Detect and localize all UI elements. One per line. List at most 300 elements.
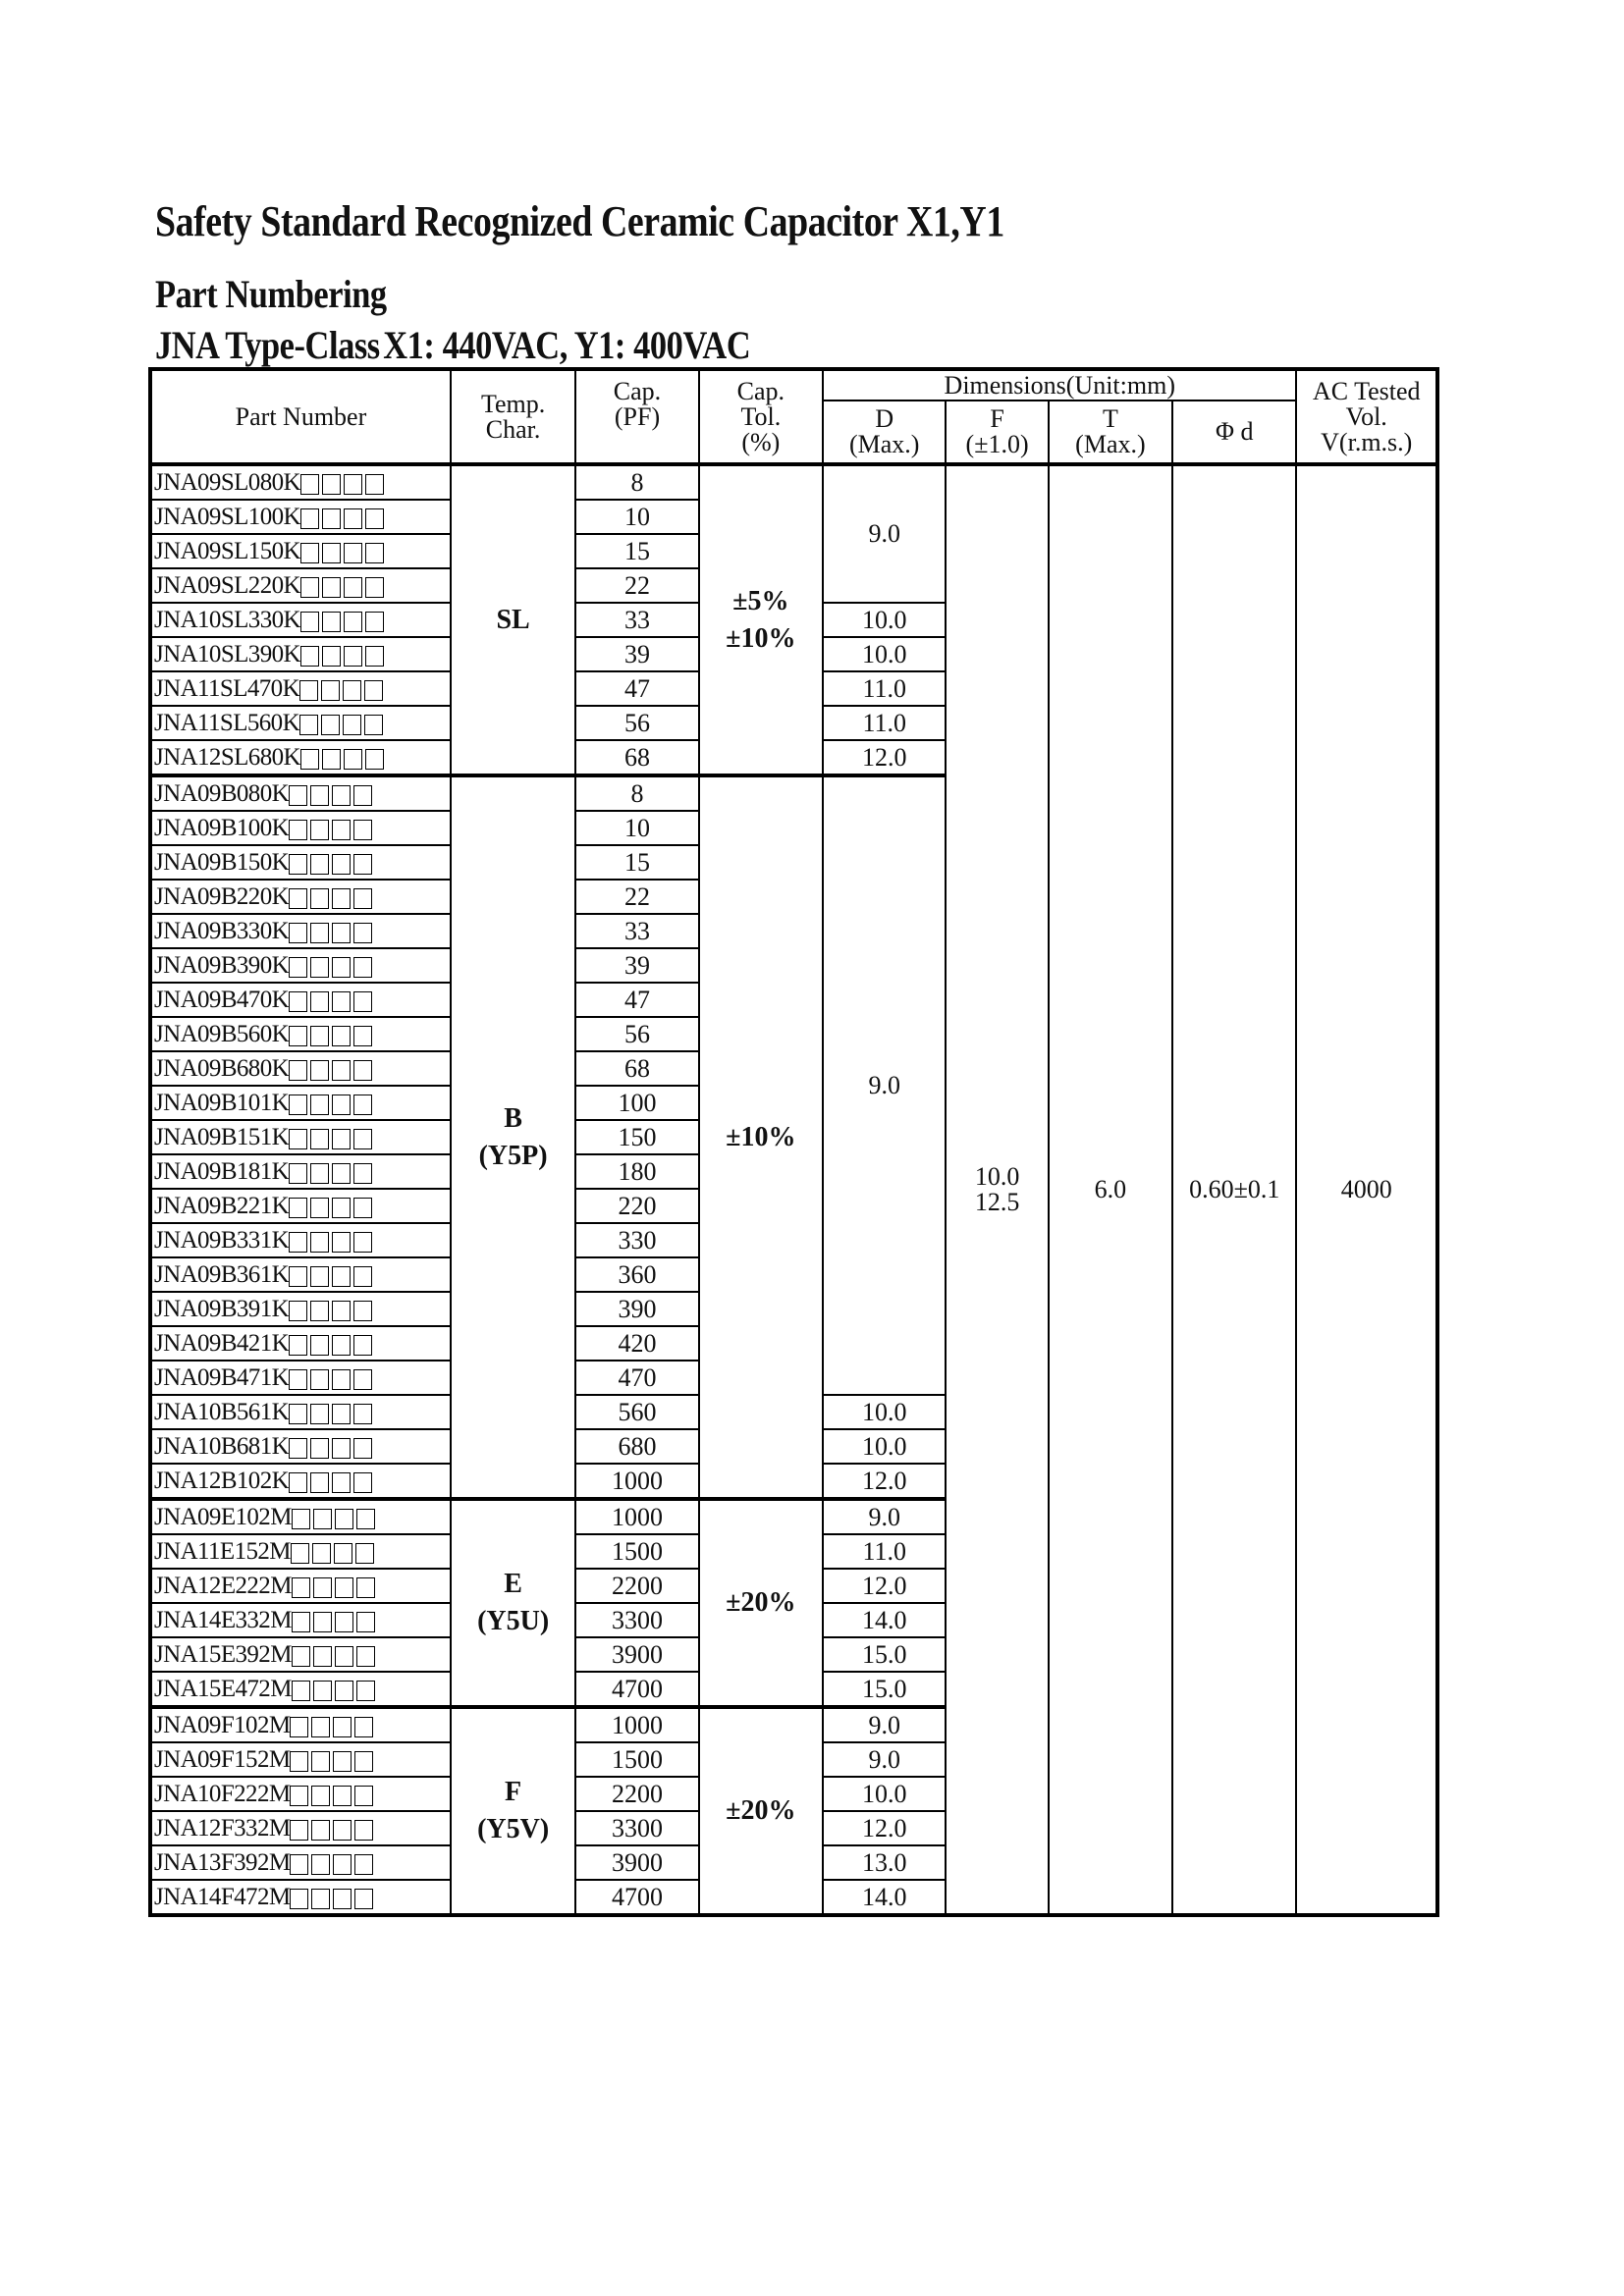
part-number-cell xyxy=(150,811,451,845)
part-number-text: JNA13F392M xyxy=(154,1849,291,1876)
suffix-code-box xyxy=(332,1232,351,1253)
part-number-text: JNA12F332M xyxy=(154,1815,291,1842)
d-cell: 12.0 xyxy=(823,740,946,775)
cap-cell: 1000 xyxy=(575,1707,698,1742)
table-body xyxy=(150,464,1437,1915)
suffix-code-box xyxy=(353,785,372,806)
suffix-code-box xyxy=(344,508,362,529)
suffix-code-boxes xyxy=(289,884,375,909)
suffix-code-box xyxy=(322,646,341,667)
cap-cell: 470 xyxy=(575,1361,698,1395)
suffix-code-box xyxy=(353,1198,372,1218)
suffix-code-box xyxy=(353,1163,372,1184)
d-cell: 9.0 xyxy=(823,1707,946,1742)
suffix-code-boxes xyxy=(292,1677,378,1701)
cap-cell: 4700 xyxy=(575,1672,698,1707)
cap-cell: 33 xyxy=(575,603,698,637)
part-number-cell xyxy=(150,464,451,500)
phi-d-cell: 0.60±0.1 xyxy=(1172,464,1296,1915)
suffix-code-box xyxy=(310,923,329,943)
part-number-text: JNA09B220K xyxy=(154,883,290,910)
cap-cell: 8 xyxy=(575,464,698,500)
part-number-table xyxy=(148,367,1439,1917)
part-number-text: JNA09B390K xyxy=(154,952,290,979)
header-cap-line: Cap. xyxy=(613,376,662,405)
suffix-code-box xyxy=(332,957,351,978)
cap-cell: 3300 xyxy=(575,1811,698,1845)
suffix-code-box xyxy=(313,1646,332,1667)
suffix-code-boxes xyxy=(289,1331,375,1356)
part-number-cell xyxy=(150,845,451,880)
cap-cell: 1500 xyxy=(575,1742,698,1777)
part-number-text: JNA10B681K xyxy=(154,1433,290,1460)
part-number-cell xyxy=(150,671,451,706)
suffix-code-box xyxy=(354,1751,373,1772)
cap-cell: 330 xyxy=(575,1223,698,1257)
voltage-rating: X1: 440VAC, Y1: 400VAC xyxy=(383,323,751,367)
part-number-cell xyxy=(150,1707,451,1742)
cap-cell: 2200 xyxy=(575,1569,698,1603)
tolerance-cell xyxy=(699,1499,823,1707)
suffix-code-boxes xyxy=(292,1574,378,1598)
header-cap-tol xyxy=(699,369,823,464)
suffix-code-box xyxy=(353,1472,372,1493)
cap-cell: 68 xyxy=(575,1051,698,1086)
cap-cell: 680 xyxy=(575,1429,698,1464)
header-temp-char xyxy=(451,369,575,464)
suffix-code-boxes xyxy=(289,1228,375,1253)
part-number-cell xyxy=(150,914,451,948)
suffix-code-box xyxy=(310,854,329,875)
cap-cell: 68 xyxy=(575,740,698,775)
suffix-code-box xyxy=(365,577,384,598)
suffix-code-box xyxy=(289,1438,307,1459)
part-number-text: JNA14F472M xyxy=(154,1884,291,1910)
part-number-cell xyxy=(150,1051,451,1086)
suffix-code-box xyxy=(332,1026,351,1046)
d-cell: 10.0 xyxy=(823,637,946,671)
suffix-code-box xyxy=(289,1129,307,1149)
part-number-cell xyxy=(150,1811,451,1845)
cap-cell: 39 xyxy=(575,948,698,983)
suffix-code-box xyxy=(365,508,384,529)
suffix-code-box xyxy=(356,1681,375,1701)
header-f-line: F xyxy=(990,404,1004,433)
suffix-code-boxes xyxy=(300,608,387,632)
part-number-text: JNA09B221K xyxy=(154,1193,290,1219)
cap-cell: 56 xyxy=(575,706,698,740)
temp-char-cell-line: F xyxy=(505,1777,522,1808)
suffix-code-boxes xyxy=(289,1262,375,1287)
part-number-cell xyxy=(150,1017,451,1051)
suffix-code-box xyxy=(333,1786,352,1806)
section-heading: Part Numbering xyxy=(155,272,387,316)
suffix-code-box xyxy=(353,1301,372,1321)
d-cell: 14.0 xyxy=(823,1880,946,1915)
d-cell: 15.0 xyxy=(823,1672,946,1707)
suffix-code-box xyxy=(365,543,384,563)
suffix-code-box xyxy=(311,1854,330,1875)
part-number-cell xyxy=(150,1534,451,1569)
suffix-code-box xyxy=(332,1472,351,1493)
part-number-text: JNA09B560K xyxy=(154,1021,290,1047)
suffix-code-box xyxy=(310,1060,329,1081)
suffix-code-box xyxy=(353,1060,372,1081)
suffix-code-box xyxy=(290,1717,308,1737)
suffix-code-box xyxy=(354,1786,373,1806)
suffix-code-boxes xyxy=(300,470,387,495)
suffix-code-box xyxy=(290,1786,308,1806)
header-part-number: Part Number xyxy=(150,369,451,464)
header-tol-line: Cap. xyxy=(736,376,785,405)
suffix-code-box xyxy=(289,1026,307,1046)
part-number-text: JNA12SL680K xyxy=(154,744,300,771)
temp-char-cell xyxy=(451,1707,575,1915)
cap-cell: 47 xyxy=(575,983,698,1017)
suffix-code-box xyxy=(310,1129,329,1149)
suffix-code-box xyxy=(332,854,351,875)
suffix-code-box xyxy=(353,888,372,909)
part-number-cell xyxy=(150,775,451,811)
suffix-code-boxes xyxy=(289,1022,375,1046)
suffix-code-box xyxy=(322,749,341,770)
part-number-cell xyxy=(150,706,451,740)
suffix-code-box xyxy=(310,1472,329,1493)
suffix-code-box xyxy=(354,1889,373,1909)
suffix-code-boxes xyxy=(289,919,375,943)
suffix-code-box xyxy=(292,1681,310,1701)
d-cell: 10.0 xyxy=(823,1395,946,1429)
suffix-code-box xyxy=(313,1509,332,1529)
part-number-text: JNA15E472M xyxy=(154,1676,292,1702)
suffix-code-box xyxy=(313,1577,332,1598)
header-d-line: (Max.) xyxy=(848,430,920,458)
part-number-text: JNA09B470K xyxy=(154,987,290,1013)
header-ac-line: Vol. xyxy=(1345,401,1387,431)
header-d-line: D xyxy=(875,404,894,433)
part-number-text: JNA09B471K xyxy=(154,1364,290,1391)
suffix-code-box xyxy=(290,1820,308,1841)
suffix-code-box xyxy=(289,1369,307,1390)
suffix-code-box xyxy=(310,1301,329,1321)
temp-char-cell xyxy=(451,775,575,1499)
suffix-code-boxes xyxy=(292,1608,378,1632)
cap-cell: 420 xyxy=(575,1326,698,1361)
part-number-cell xyxy=(150,1223,451,1257)
tolerance-cell xyxy=(699,1707,823,1915)
d-cell: 10.0 xyxy=(823,603,946,637)
header-dimensions: Dimensions(Unit:mm) xyxy=(823,369,1296,400)
temp-char-cell-line: (Y5V) xyxy=(477,1814,550,1844)
suffix-code-box xyxy=(292,1612,310,1632)
suffix-code-box xyxy=(353,923,372,943)
tolerance-cell xyxy=(699,775,823,1499)
suffix-code-box xyxy=(353,957,372,978)
part-number-cell xyxy=(150,1742,451,1777)
suffix-code-box xyxy=(313,1681,332,1701)
part-number-cell xyxy=(150,1292,451,1326)
suffix-code-box xyxy=(365,749,384,770)
suffix-code-box xyxy=(290,1751,308,1772)
suffix-code-box xyxy=(333,1820,352,1841)
suffix-code-box xyxy=(289,923,307,943)
suffix-code-box xyxy=(365,646,384,667)
suffix-code-box xyxy=(290,1889,308,1909)
part-number-cell xyxy=(150,1189,451,1223)
cap-cell: 15 xyxy=(575,534,698,568)
suffix-code-box xyxy=(289,1198,307,1218)
suffix-code-box xyxy=(353,1369,372,1390)
suffix-code-box xyxy=(353,1438,372,1459)
suffix-code-box xyxy=(289,854,307,875)
part-number-cell xyxy=(150,1845,451,1880)
cap-cell: 1000 xyxy=(575,1464,698,1499)
header-ac-line: AC Tested xyxy=(1312,376,1421,405)
part-number-cell xyxy=(150,880,451,914)
suffix-code-box xyxy=(300,543,319,563)
part-number-cell xyxy=(150,1880,451,1915)
suffix-code-box xyxy=(365,612,384,632)
suffix-code-box xyxy=(332,1438,351,1459)
suffix-code-box xyxy=(289,991,307,1012)
part-number-text: JNA09B361K xyxy=(154,1261,290,1288)
part-number-text: JNA10F222M xyxy=(154,1781,291,1807)
suffix-code-box xyxy=(292,1577,310,1598)
cap-cell: 39 xyxy=(575,637,698,671)
suffix-code-boxes xyxy=(289,1434,375,1459)
cap-cell: 100 xyxy=(575,1086,698,1120)
suffix-code-box xyxy=(332,1163,351,1184)
suffix-code-box xyxy=(332,1335,351,1356)
cap-cell: 390 xyxy=(575,1292,698,1326)
suffix-code-box xyxy=(354,1854,373,1875)
part-number-text: JNA11E152M xyxy=(154,1538,291,1565)
suffix-code-box xyxy=(333,1854,352,1875)
d-cell: 12.0 xyxy=(823,1811,946,1845)
suffix-code-box xyxy=(289,1266,307,1287)
suffix-code-box xyxy=(333,1751,352,1772)
suffix-code-boxes xyxy=(290,1816,376,1841)
part-number-cell xyxy=(150,1464,451,1499)
d-cell: 12.0 xyxy=(823,1464,946,1499)
suffix-code-box xyxy=(355,1543,374,1564)
cap-cell: 150 xyxy=(575,1120,698,1154)
temp-char-cell-line: (Y5P) xyxy=(478,1140,548,1171)
suffix-code-box xyxy=(310,1163,329,1184)
suffix-code-box xyxy=(344,577,362,598)
suffix-code-box xyxy=(353,1129,372,1149)
temp-char-cell-line: SL xyxy=(496,604,530,635)
header-f-line: (±1.0) xyxy=(965,430,1029,458)
suffix-code-box xyxy=(299,680,318,701)
cap-cell: 360 xyxy=(575,1257,698,1292)
part-number-text: JNA12B102K xyxy=(154,1468,290,1494)
suffix-code-boxes xyxy=(289,781,375,806)
suffix-code-box xyxy=(333,1889,352,1909)
suffix-code-box xyxy=(310,991,329,1012)
suffix-code-box xyxy=(310,1369,329,1390)
part-number-cell xyxy=(150,1499,451,1534)
header-cap-line: (PF) xyxy=(614,401,661,431)
d-cell: 12.0 xyxy=(823,1569,946,1603)
suffix-code-box xyxy=(289,1232,307,1253)
suffix-code-boxes xyxy=(289,1091,375,1115)
part-number-text: JNA11SL560K xyxy=(154,710,300,736)
header-ac-tested xyxy=(1296,369,1437,464)
part-number-cell xyxy=(150,948,451,983)
d-cell: 10.0 xyxy=(823,1429,946,1464)
cap-cell: 3900 xyxy=(575,1845,698,1880)
header-ac-line: V(r.m.s.) xyxy=(1321,427,1413,456)
suffix-code-box xyxy=(353,1026,372,1046)
part-number-text: JNA09SL100K xyxy=(154,504,300,530)
suffix-code-boxes xyxy=(300,573,387,598)
cap-cell: 180 xyxy=(575,1154,698,1189)
part-number-text: JNA09SL080K xyxy=(154,469,300,496)
d-cell: 9.0 xyxy=(823,1742,946,1777)
suffix-code-box xyxy=(300,508,319,529)
suffix-code-box xyxy=(356,1646,375,1667)
d-cell: 13.0 xyxy=(823,1845,946,1880)
d-cell: 11.0 xyxy=(823,1534,946,1569)
part-number-text: JNA09B330K xyxy=(154,918,290,944)
suffix-code-box xyxy=(344,543,362,563)
d-cell: 9.0 xyxy=(823,1499,946,1534)
part-number-text: JNA09F102M xyxy=(154,1712,291,1738)
suffix-code-boxes xyxy=(292,1505,378,1529)
part-number-cell xyxy=(150,983,451,1017)
suffix-code-box xyxy=(290,1854,308,1875)
suffix-code-box xyxy=(332,1404,351,1424)
part-number-text: JNA09E102M xyxy=(154,1504,292,1530)
suffix-code-box xyxy=(310,1026,329,1046)
suffix-code-box xyxy=(333,1717,352,1737)
suffix-code-box xyxy=(289,1060,307,1081)
suffix-code-box xyxy=(332,785,351,806)
suffix-code-box xyxy=(335,1509,353,1529)
suffix-code-box xyxy=(364,715,383,735)
temp-char-cell-line: E xyxy=(504,1569,522,1600)
cap-cell: 10 xyxy=(575,811,698,845)
header-f xyxy=(946,400,1048,464)
part-number-cell xyxy=(150,1326,451,1361)
header-cap xyxy=(575,369,698,464)
cap-cell: 22 xyxy=(575,568,698,603)
suffix-code-box xyxy=(310,785,329,806)
part-number-text: JNA09F152M xyxy=(154,1746,291,1773)
suffix-code-box xyxy=(291,1543,309,1564)
suffix-code-box xyxy=(321,680,340,701)
part-number-text: JNA09B101K xyxy=(154,1090,290,1116)
suffix-code-box xyxy=(353,1335,372,1356)
d-cell: 11.0 xyxy=(823,706,946,740)
header-t-line: T xyxy=(1102,404,1118,433)
suffix-code-box xyxy=(332,923,351,943)
cap-cell: 2200 xyxy=(575,1777,698,1811)
part-number-text: JNA09SL220K xyxy=(154,572,300,599)
part-number-cell xyxy=(150,1777,451,1811)
suffix-code-boxes xyxy=(300,505,387,529)
suffix-code-box xyxy=(289,957,307,978)
suffix-code-box xyxy=(311,1786,330,1806)
part-number-text: JNA09B391K xyxy=(154,1296,290,1322)
cap-cell: 8 xyxy=(575,775,698,811)
suffix-code-box xyxy=(310,1198,329,1218)
suffix-code-box xyxy=(299,715,318,735)
suffix-code-box xyxy=(353,1095,372,1115)
suffix-code-boxes xyxy=(300,539,387,563)
suffix-code-box xyxy=(332,820,351,840)
part-number-cell xyxy=(150,1395,451,1429)
d-cell: 9.0 xyxy=(823,464,946,603)
suffix-code-box xyxy=(300,749,319,770)
header-t xyxy=(1049,400,1172,464)
suffix-code-box xyxy=(289,1472,307,1493)
cap-cell: 1000 xyxy=(575,1499,698,1534)
t-cell: 6.0 xyxy=(1049,464,1172,1915)
part-number-text: JNA12E222M xyxy=(154,1573,292,1599)
suffix-code-box xyxy=(310,1404,329,1424)
suffix-code-boxes xyxy=(289,816,375,840)
suffix-code-box xyxy=(289,1335,307,1356)
part-number-text: JNA09B150K xyxy=(154,849,290,876)
header-d xyxy=(823,400,946,464)
suffix-code-box xyxy=(289,1301,307,1321)
cap-cell: 220 xyxy=(575,1189,698,1223)
suffix-code-boxes xyxy=(300,745,387,770)
suffix-code-box xyxy=(356,1612,375,1632)
suffix-code-box xyxy=(356,1577,375,1598)
suffix-code-box xyxy=(322,577,341,598)
part-number-cell xyxy=(150,637,451,671)
suffix-code-box xyxy=(322,474,341,495)
part-number-text: JNA09B421K xyxy=(154,1330,290,1357)
tolerance-cell-line: ±10% xyxy=(726,1121,796,1152)
suffix-code-boxes xyxy=(289,1400,375,1424)
suffix-code-box xyxy=(292,1509,310,1529)
cap-cell: 560 xyxy=(575,1395,698,1429)
suffix-code-box xyxy=(344,646,362,667)
suffix-code-box xyxy=(343,680,361,701)
part-number-text: JNA14E332M xyxy=(154,1607,292,1633)
suffix-code-box xyxy=(313,1612,332,1632)
part-number-text: JNA10SL390K xyxy=(154,641,300,667)
suffix-code-box xyxy=(289,820,307,840)
suffix-code-box xyxy=(332,991,351,1012)
d-cell: 10.0 xyxy=(823,1777,946,1811)
suffix-code-box xyxy=(365,474,384,495)
cap-cell: 22 xyxy=(575,880,698,914)
suffix-code-boxes xyxy=(289,1468,375,1493)
suffix-code-box xyxy=(353,854,372,875)
part-number-cell xyxy=(150,603,451,637)
part-number-text: JNA10B561K xyxy=(154,1399,290,1425)
suffix-code-box xyxy=(311,1820,330,1841)
suffix-code-box xyxy=(310,1335,329,1356)
suffix-code-box xyxy=(335,1577,353,1598)
d-cell: 11.0 xyxy=(823,671,946,706)
header-phi-d: Φ d xyxy=(1172,400,1296,464)
suffix-code-box xyxy=(322,543,341,563)
suffix-code-box xyxy=(335,1646,353,1667)
part-number-text: JNA11SL470K xyxy=(154,675,300,702)
suffix-code-box xyxy=(310,957,329,978)
suffix-code-box xyxy=(332,1369,351,1390)
part-number-cell xyxy=(150,1569,451,1603)
suffix-code-box xyxy=(289,888,307,909)
suffix-code-box xyxy=(300,646,319,667)
suffix-code-box xyxy=(353,1266,372,1287)
